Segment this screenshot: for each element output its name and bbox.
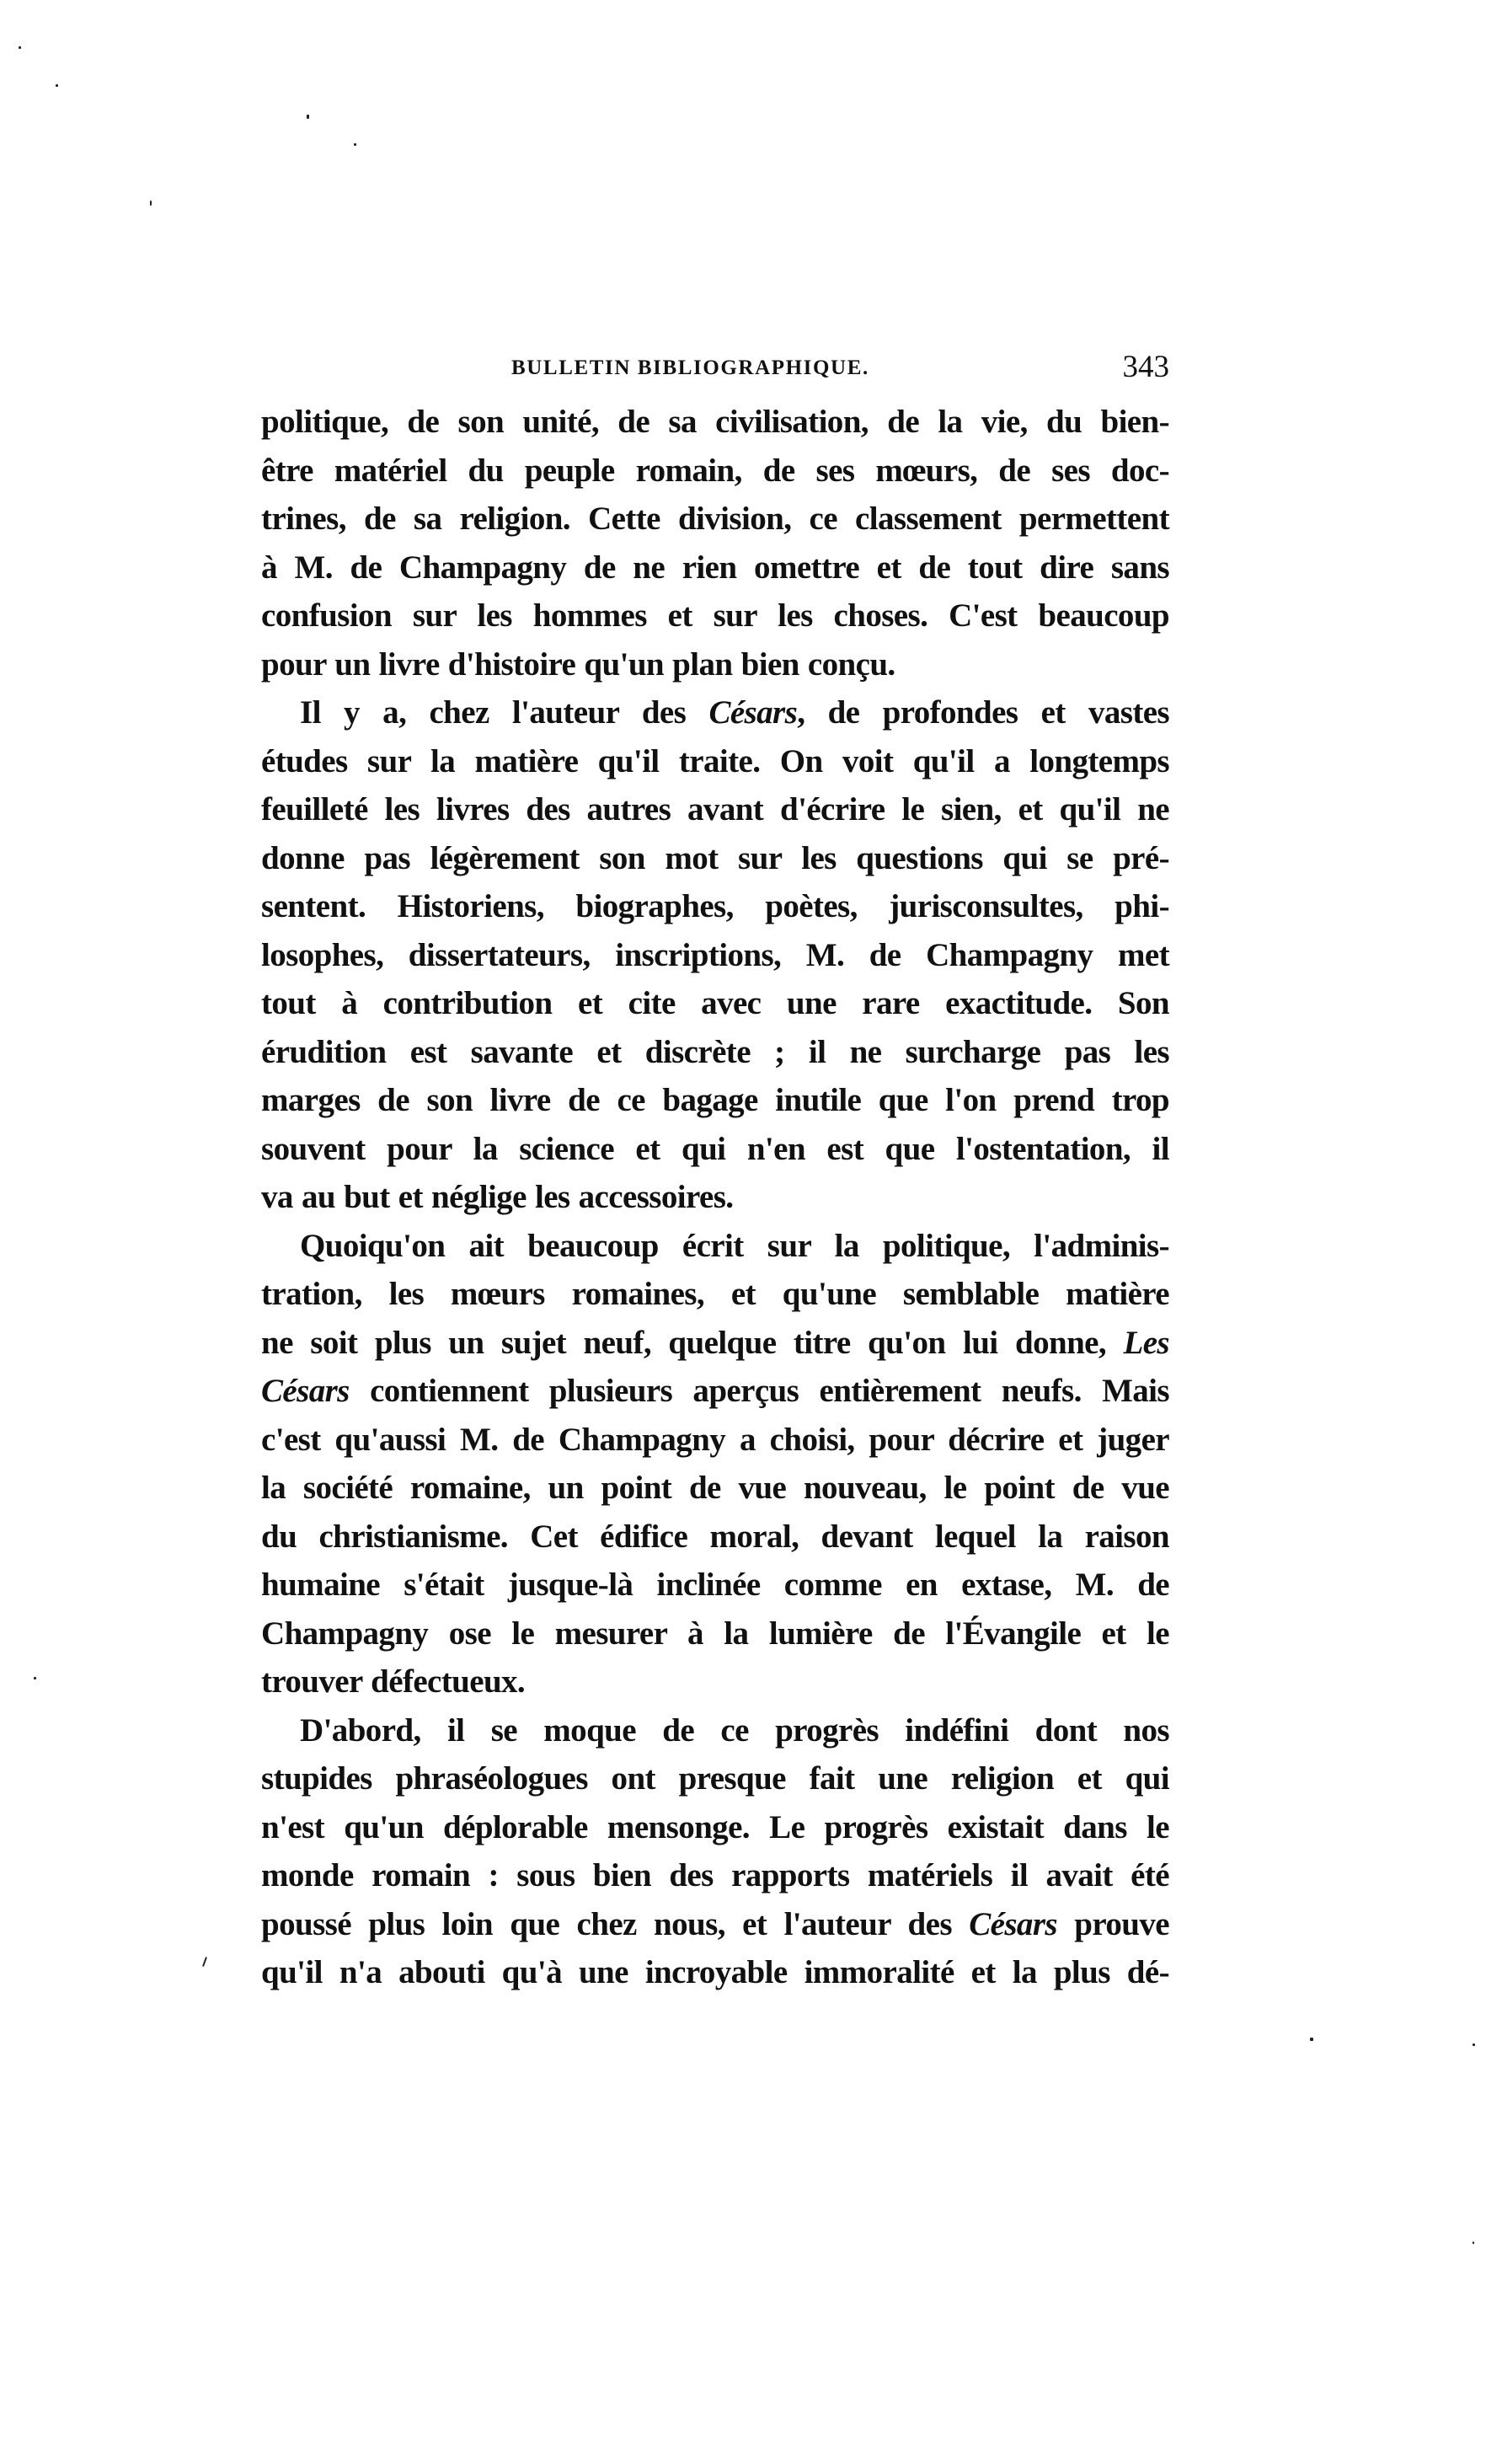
text-segment: , de profondes et vastes	[797, 694, 1169, 731]
text-line: humaine s'était jusque-là inclinée comme en extase, M. de	[261, 1567, 1169, 1603]
scan-speck	[307, 115, 309, 119]
text-line: tration, les mœurs romaines, et qu'une semblable matière	[261, 1276, 1169, 1312]
text-line: Champagny ose le mesurer à la lumière de l'Évangile et le	[261, 1615, 1169, 1652]
text-line: trines, de sa religion. Cette division, ce classement permettent	[261, 501, 1169, 537]
text-line: sentent. Historiens, biographes, poètes, jurisconsultes, phi-	[261, 888, 1169, 924]
text-segment: prouve	[1056, 1905, 1169, 1942]
italic-title: Césars	[708, 694, 798, 731]
text-line: Quoiqu'on ait beaucoup écrit sur la politique, l'adminis-	[300, 1227, 1169, 1264]
text-line	[261, 688, 1169, 737]
scan-speck	[202, 1957, 207, 1967]
italic-title: Césars	[969, 1905, 1057, 1942]
text-line: la société romaine, un point de vue nouveau, le point de vue	[261, 1470, 1169, 1506]
scan-speck	[19, 46, 21, 49]
scan-speck	[1473, 2044, 1475, 2046]
text-line: stupides phraséologues ont presque fait une religion et qui	[261, 1760, 1169, 1797]
text-line: marges de son livre de ce bagage inutile que l'on prend trop	[261, 1082, 1169, 1118]
running-title: BULLETIN BIBLIOGRAPHIQUE.	[511, 356, 869, 379]
text-segment: Il y a, chez l'auteur des	[300, 694, 709, 731]
text-segment: poussé plus loin que chez nous, et l'auteur des	[261, 1905, 970, 1942]
text-line: politique, de son unité, de sa civilisation, de la vie, du bien-	[261, 404, 1169, 440]
text-line: du christianisme. Cet édifice moral, devant lequel la raison	[261, 1518, 1169, 1555]
text-line: c'est qu'aussi M. de Champagny a choisi, pour décrire et juger	[261, 1421, 1169, 1458]
scan-speck	[1473, 2242, 1474, 2244]
text-line: n'est qu'un déplorable mensonge. Le progrès existait dans le	[261, 1808, 1169, 1845]
scan-speck	[150, 201, 152, 206]
text-line: pour un livre d'histoire qu'un plan bien conçu.	[261, 645, 895, 683]
running-header	[261, 349, 1169, 386]
body-text	[261, 398, 1169, 1997]
page-number: 343	[1122, 350, 1169, 384]
text-line	[261, 1319, 1169, 1368]
scan-speck	[354, 143, 356, 146]
italic-title: Les	[1123, 1324, 1169, 1361]
text-line: va au but et néglige les accessoires.	[261, 1179, 734, 1215]
text-line: feuilleté les livres des autres avant d'écrire le sien, et qu'il ne	[261, 791, 1169, 828]
text-line: érudition est savante et discrète ; il ne surcharge pas les	[261, 1033, 1169, 1070]
scan-speck	[1310, 2038, 1313, 2041]
scan-speck	[56, 84, 58, 87]
text-line: être matériel du peuple romain, de ses mœurs, de ses doc-	[261, 452, 1169, 489]
text-segment: contiennent plusieurs aperçus entièrement neufs. Mais	[349, 1373, 1169, 1409]
text-line: qu'il n'a abouti qu'à une incroyable immoralité et la plus dé-	[261, 1954, 1169, 1990]
scan-speck	[34, 1677, 36, 1679]
text-line	[261, 1367, 1169, 1416]
text-line: trouver défectueux.	[261, 1663, 526, 1700]
text-line: donne pas légèrement son mot sur les questions qui se pré-	[261, 839, 1169, 876]
text-line: tout à contribution et cite avec une rare exactitude. Son	[261, 985, 1169, 1021]
text-line: à M. de Champagny de ne rien omettre et de tout dire sans	[261, 549, 1169, 586]
text-line: souvent pour la science et qui n'en est que l'ostentation, il	[261, 1130, 1169, 1167]
text-segment: ne soit plus un sujet neuf, quelque titre qu'on lui donne,	[261, 1324, 1124, 1361]
italic-title: Césars	[261, 1373, 350, 1409]
text-line: losophes, dissertateurs, inscriptions, M. de Champagny met	[261, 936, 1169, 973]
text-line: études sur la matière qu'il traite. On voit qu'il a longtemps	[261, 742, 1169, 779]
text-line: monde romain : sous bien des rapports matériels il avait été	[261, 1857, 1169, 1894]
text-line	[261, 1900, 1169, 1949]
text-line: D'abord, il se moque de ce progrès indéfini dont nos	[300, 1711, 1169, 1749]
text-line: confusion sur les hommes et sur les choses. C'est beaucoup	[261, 597, 1169, 634]
